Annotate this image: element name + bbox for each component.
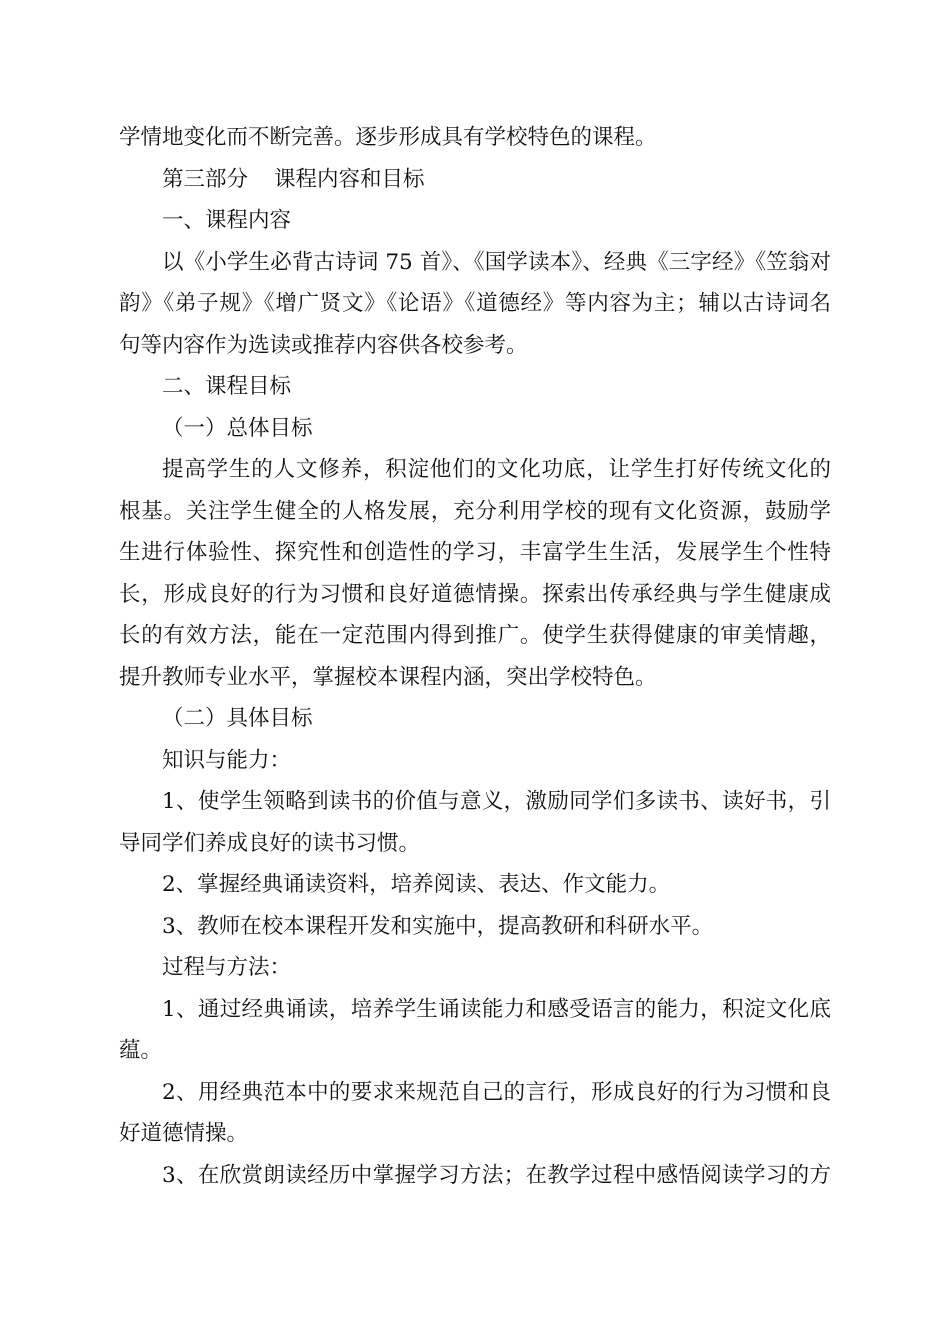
paragraph-line: 提升教师专业水平，掌握校本课程内涵，突出学校特色。 <box>119 664 657 690</box>
paragraph-line: 1、使学生领略到读书的价值与意义，激励同学们多读书、读好书，引 <box>162 789 831 814</box>
paragraph-line: 根基。关注学生健全的人格发展，充分利用学校的现有文化资源，鼓励学 <box>119 498 831 524</box>
paragraph-line: 3、在欣赏朗读经历中掌握学习方法；在教学过程中感悟阅读学习的方 <box>162 1162 831 1188</box>
paragraph-line: 1、通过经典诵读，培养学生诵读能力和感受语言的能力，积淀文化底 <box>162 996 831 1022</box>
subheading: 二、课程目标 <box>162 374 292 399</box>
subheading: 知识与能力： <box>162 747 292 773</box>
paragraph-line: 好道德情操。 <box>119 1121 249 1146</box>
paragraph-line: 句等内容作为选读或推荐内容供各校参考。 <box>119 332 528 358</box>
subheading: 过程与方法： <box>162 955 292 980</box>
subheading: 一、课程内容 <box>162 208 292 233</box>
paragraph-line: 2、用经典范本中的要求来规范自己的言行，形成良好的行为习惯和良 <box>162 1079 831 1105</box>
section-heading <box>119 159 831 201</box>
paragraph-line: 蕴。 <box>119 1038 163 1063</box>
paragraph-line: 以《小学生必背古诗词 75 首》、《国学读本》、经典《三字经》《笠翁对 <box>162 249 831 275</box>
document-body <box>119 117 831 1196</box>
subheading: （二）具体目标 <box>162 706 313 731</box>
paragraph-line: 韵》《弟子规》《增广贤文》《论语》《道德经》等内容为主；辅以古诗词名 <box>119 291 831 316</box>
subheading: （一）总体目标 <box>162 415 313 441</box>
paragraph-line: 学情地变化而不断完善。逐步形成具有学校特色的课程。 <box>119 125 657 150</box>
paragraph-line: 导同学们养成良好的读书习惯。 <box>119 830 421 856</box>
paragraph-line: 提高学生的人文修养，积淀他们的文化功底，让学生打好传统文化的 <box>162 457 831 482</box>
paragraph-line: 长的有效方法，能在一定范围内得到推广。使学生获得健康的审美情趣， <box>119 623 831 648</box>
paragraph-line: 长，形成良好的行为习惯和良好道德情操。探索出传承经典与学生健康成 <box>119 581 831 607</box>
paragraph-line: 3、教师在校本课程开发和实施中，提高教研和科研水平。 <box>162 913 714 939</box>
section-title: 课程内容和目标 <box>274 166 425 192</box>
paragraph-line: 生进行体验性、探究性和创造性的学习，丰富学生生活，发展学生个性特 <box>119 540 831 565</box>
section-number: 第三部分 <box>162 166 249 192</box>
paragraph-line: 2、掌握经典诵读资料，培养阅读、表达、作文能力。 <box>162 872 671 897</box>
